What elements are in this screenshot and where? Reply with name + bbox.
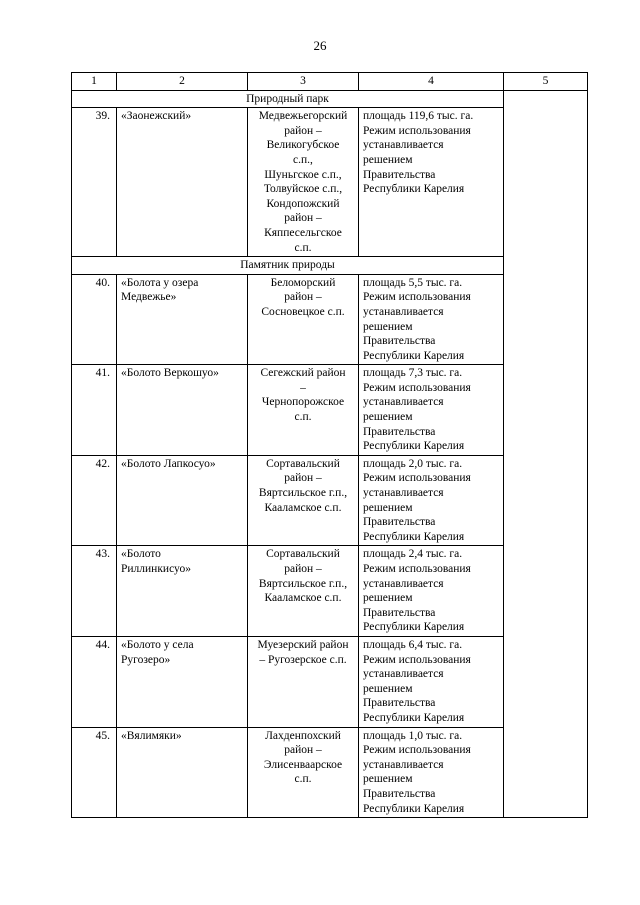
location-line: Элисенваарское — [263, 758, 343, 771]
location-line: Кондопожский — [266, 197, 340, 210]
info-line: Режим использования — [363, 124, 471, 137]
page-number: 26 — [313, 38, 327, 53]
area-name — [117, 727, 248, 818]
info-line: устанавливается — [363, 139, 444, 152]
area-name-line: «Болота у озера — [121, 276, 199, 289]
info-line: площадь 2,0 тыс. га. — [363, 457, 463, 470]
info-line: Режим использования — [363, 472, 471, 485]
area-name-line: Ругозеро» — [121, 653, 171, 666]
area-location — [248, 546, 359, 637]
area-location — [248, 274, 359, 365]
info-line: устанавливается — [363, 487, 444, 500]
location-line: Беломорский — [270, 276, 336, 289]
location-line: Кааламское с.п. — [264, 592, 342, 605]
info-line: Правительства — [363, 516, 436, 529]
location-line: с.п. — [294, 241, 312, 254]
info-line: Режим использования — [363, 381, 471, 394]
info-line: Республики Карелия — [363, 530, 465, 543]
column-number: 2 — [117, 73, 248, 91]
info-line: Республики Карелия — [363, 183, 465, 196]
row-number: 40. — [72, 274, 117, 365]
info-line: устанавливается — [363, 305, 444, 318]
location-line: Сортавальский — [266, 548, 340, 561]
info-line: решением — [363, 773, 413, 786]
area-name — [117, 546, 248, 637]
location-line: Кяппесельгское — [264, 226, 342, 239]
area-name-line: «Вялимяки» — [121, 729, 182, 742]
area-name-line: Медвежье» — [121, 291, 177, 304]
location-line: район – — [284, 212, 322, 225]
info-line: площадь 1,0 тыс. га. — [363, 729, 463, 742]
location-line: Чернопорожское — [261, 396, 345, 409]
info-line: Правительства — [363, 168, 436, 181]
location-line: с.п. — [294, 411, 312, 424]
location-line: район – — [284, 124, 322, 137]
area-name-line: «Болото — [121, 548, 161, 561]
area-info — [359, 274, 504, 365]
row-number: 39. — [72, 108, 117, 257]
info-line: решением — [363, 153, 413, 166]
location-line: район – — [284, 291, 322, 304]
location-line: с.п. — [294, 773, 312, 786]
area-location — [248, 455, 359, 546]
area-name-line: «Болото Лапкосуо» — [121, 457, 216, 470]
area-info — [359, 546, 504, 637]
area-name-line: «Болото у села — [121, 638, 194, 651]
row-number: 43. — [72, 546, 117, 637]
area-info — [359, 365, 504, 456]
info-line: Республики Карелия — [363, 802, 465, 815]
area-name — [117, 274, 248, 365]
location-line: Толвуйское с.п., — [263, 183, 343, 196]
info-line: решением — [363, 682, 413, 695]
location-line: Муезерский район — [257, 638, 349, 651]
info-line: площадь 7,3 тыс. га. — [363, 367, 463, 380]
section-title: Природный парк — [72, 90, 504, 108]
location-line: Кааламское с.п. — [264, 501, 342, 514]
location-line: Лахденпохский — [265, 729, 341, 742]
location-line: Сосновецкое с.п. — [261, 305, 345, 318]
location-line: Вяртсильское г.п., — [258, 487, 348, 500]
info-line: решением — [363, 501, 413, 514]
info-line: Режим использования — [363, 563, 471, 575]
info-line: площадь 6,4 тыс. га. — [363, 638, 463, 651]
info-line: Республики Карелия — [363, 349, 465, 362]
location-line: Шуньгское с.п., — [264, 168, 342, 181]
area-info — [359, 727, 504, 818]
row-number: 42. — [72, 455, 117, 546]
info-line: устанавливается — [363, 668, 444, 681]
location-line: Сортавальский — [266, 457, 340, 470]
location-line: район – — [284, 472, 322, 485]
info-line: Режим использования — [363, 744, 471, 757]
area-name — [117, 455, 248, 546]
location-line: Медвежьегорский — [258, 110, 348, 123]
column-5-cell — [504, 90, 588, 818]
column-number: 4 — [359, 73, 504, 91]
location-line: Великогубское — [266, 139, 340, 152]
info-line: площадь 2,4 тыс. га. — [363, 548, 463, 561]
area-name — [117, 365, 248, 456]
section-title: Памятник природы — [72, 257, 504, 275]
location-line: район – — [284, 563, 322, 575]
info-line: Режим использования — [363, 291, 471, 304]
info-line: Республики Карелия — [363, 440, 465, 453]
area-name-line: «Болото Веркошуо» — [121, 367, 219, 380]
info-line: площадь 119,6 тыс. га. — [363, 110, 474, 123]
row-number: 45. — [72, 727, 117, 818]
area-info — [359, 108, 504, 257]
area-location — [248, 365, 359, 456]
area-info — [359, 455, 504, 546]
location-line: район – — [284, 744, 322, 757]
info-line: площадь 5,5 тыс. га. — [363, 276, 463, 289]
location-line: Вяртсильское г.п., — [258, 577, 348, 590]
area-name — [117, 636, 248, 727]
section-header-row — [72, 90, 588, 108]
info-line: решением — [363, 592, 413, 605]
protected-areas-table — [71, 72, 588, 818]
area-location — [248, 727, 359, 818]
area-name — [117, 108, 248, 257]
info-line: Правительства — [363, 787, 436, 800]
info-line: устанавливается — [363, 577, 444, 590]
info-line: Режим использования — [363, 653, 471, 666]
column-number: 1 — [72, 73, 117, 91]
location-line: с.п., — [293, 153, 313, 166]
row-number: 41. — [72, 365, 117, 456]
info-line: устанавливается — [363, 758, 444, 771]
info-line: Республики Карелия — [363, 711, 465, 724]
location-line: Сегежский район — [260, 367, 346, 380]
area-location — [248, 636, 359, 727]
area-name-line: «Заонежский» — [121, 110, 192, 123]
info-line: Правительства — [363, 335, 436, 348]
info-line: решением — [363, 411, 413, 424]
column-number: 5 — [504, 73, 588, 91]
location-line: – Ругозерское с.п. — [259, 653, 347, 666]
info-line: Республики Карелия — [363, 621, 465, 634]
area-name-line: Риллинкисуо» — [121, 563, 191, 575]
area-location — [248, 108, 359, 257]
column-number: 3 — [248, 73, 359, 91]
area-info — [359, 636, 504, 727]
info-line: Правительства — [363, 697, 436, 710]
row-number: 44. — [72, 636, 117, 727]
info-line: Правительства — [363, 606, 436, 619]
info-line: решением — [363, 320, 413, 333]
column-number-row — [72, 73, 588, 91]
info-line: устанавливается — [363, 396, 444, 409]
info-line: Правительства — [363, 425, 436, 438]
location-line: – — [300, 381, 306, 394]
